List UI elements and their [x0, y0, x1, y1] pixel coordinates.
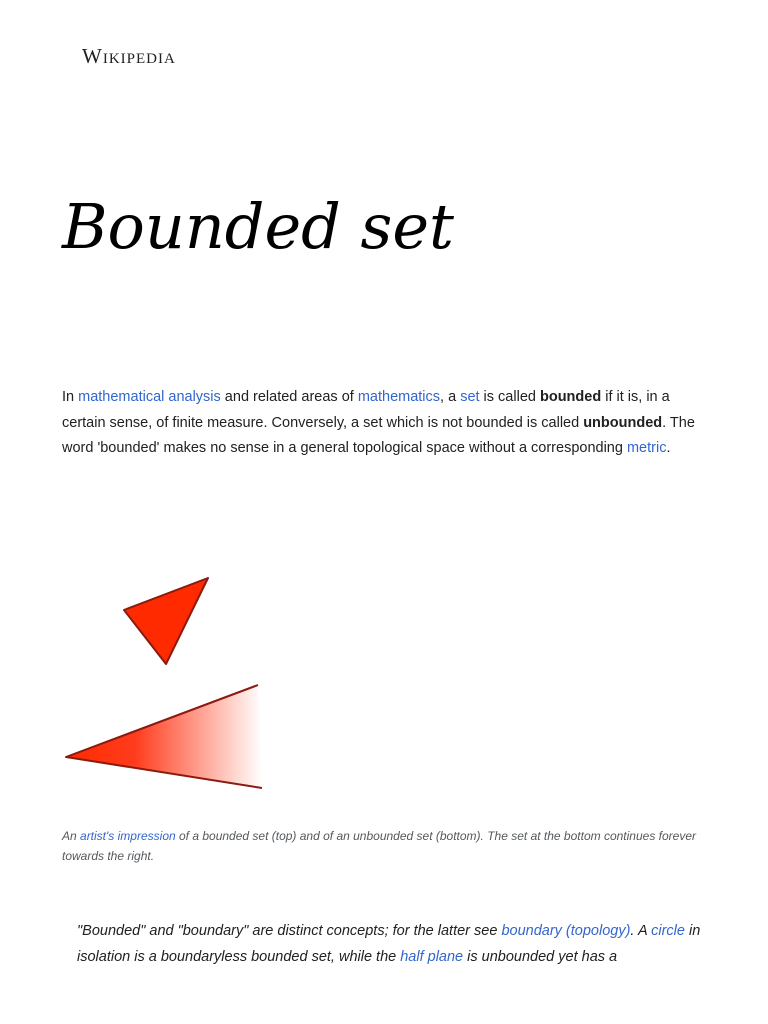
figure-caption	[62, 826, 702, 866]
link-mathematical-analysis[interactable]: mathematical analysis	[78, 389, 221, 405]
figure-image	[60, 555, 270, 800]
lead-text: if it is, in a certain sense, of finite measure. Conversely, a set which is not bounded is called	[62, 389, 670, 431]
hatnote-text: "Bounded" and "boundary" are distinct concepts; for the latter see	[77, 923, 502, 939]
lead-text: , a	[440, 389, 461, 405]
page-title: Bounded set	[62, 190, 454, 263]
lead-paragraph	[62, 385, 702, 462]
link-mathematics[interactable]: mathematics	[357, 389, 441, 405]
hatnote-text: in isolation is a boundaryless bounded set, while the	[77, 923, 701, 965]
hatnote-text: is unbounded yet has a	[463, 949, 618, 965]
term-unbounded: unbounded	[583, 414, 663, 431]
lead-text: is called	[479, 389, 540, 405]
link-metric[interactable]: metric	[626, 440, 667, 456]
caption-text: An	[62, 829, 81, 843]
link-half-plane[interactable]: half plane	[400, 949, 464, 965]
bounded-unbounded-figure[interactable]	[60, 555, 270, 800]
lead-text: . The word 'bounded' makes no sense in a general topological space without a corresponding	[62, 414, 695, 456]
link-circle[interactable]: circle	[651, 923, 685, 939]
lead-text: In	[62, 389, 79, 405]
caption-text: of a bounded set (top) and of an unbounded set (bottom). The set at the bottom continues forever towards the right.	[62, 829, 697, 863]
link-boundary-topology[interactable]: boundary (topology)	[501, 923, 631, 939]
bounded-triangle-shape	[124, 578, 208, 664]
hatnote	[77, 918, 707, 970]
wikipedia-wordmark[interactable]: Wikipedia	[82, 44, 176, 68]
term-bounded: bounded	[539, 389, 602, 405]
hatnote-text: . A	[630, 923, 652, 939]
link-set[interactable]: set	[460, 389, 480, 405]
lead-text: and related areas of	[220, 389, 358, 405]
link-artists-impression[interactable]: artist's impression	[80, 829, 176, 843]
lead-text: .	[666, 440, 671, 456]
